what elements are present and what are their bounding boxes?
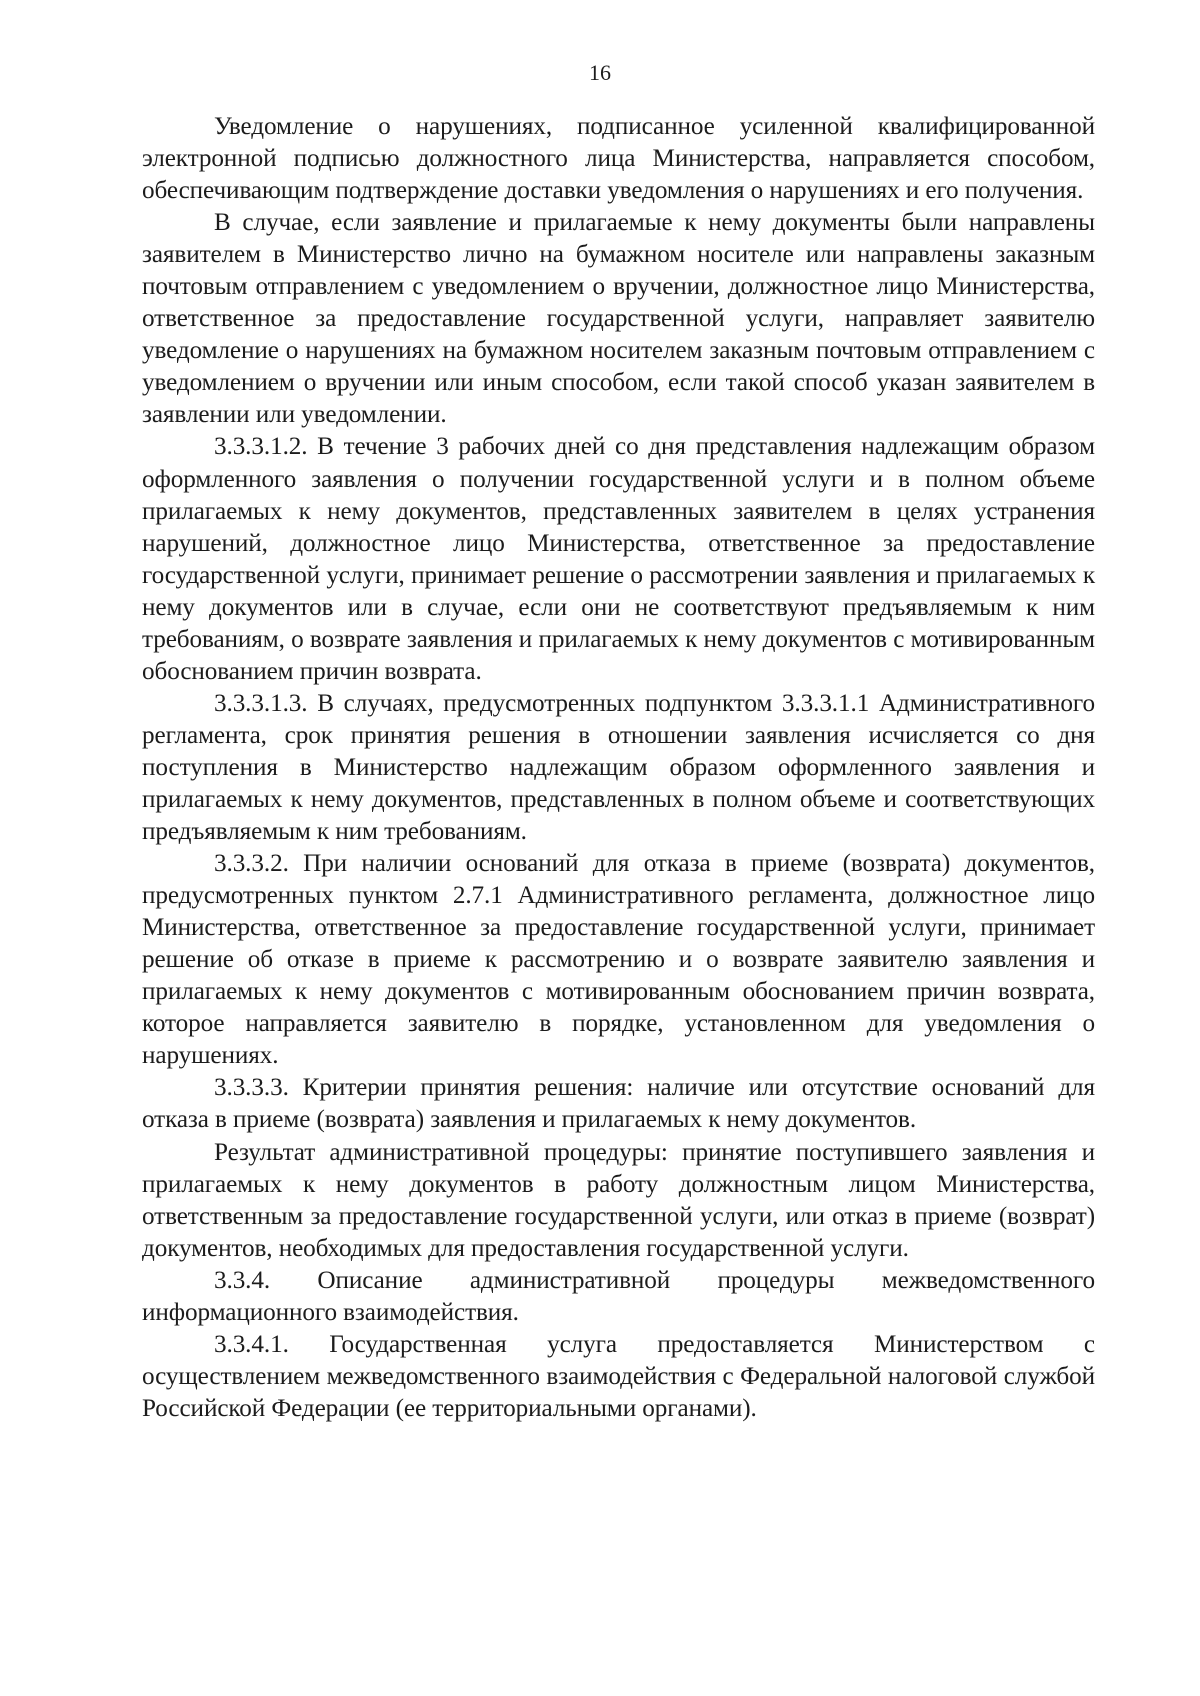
paragraph-3-3-3-1-2: 3.3.3.1.2. В течение 3 рабочих дней со дня представления надлежащим образом оформленного заявления о получении государственной услуги и в полном объеме прилагаемых к нему документов, представленных заявителем в целях устранения нарушений, должностное лицо Министерства, ответственное за предоставление государственной услуги, принимает решение о рассмотрении заявления и прилагаемых к нему документов или в случае, если они не соответствуют предъявляемым к ним требованиям, о возврате заявления и прилагаемых к нему документов с мотивированным обоснованием причин возврата. <box>142 433 1095 685</box>
paragraph-3-3-3-2: 3.3.3.2. При наличии оснований для отказа в приеме (возврата) документов, предусмотренных пунктом 2.7.1 Административного регламента, должностное лицо Министерства, ответственное за предоставление государственной услуги, принимает решение об отказе в приеме к рассмотрению и о возврате заявителю заявления и прилагаемых к нему документов с мотивированным обоснованием причин возврата, которое направляется заявителю в порядке, установленном для уведомления о нарушениях. <box>142 850 1095 1070</box>
paragraph-notice-signature: Уведомление о нарушениях, подписанное усиленной квалифицированной электронной подписью должностного лица Министерства, направляется способом, обеспечивающим подтверждение доставки уведомления о нарушениях и его получения. <box>142 113 1095 205</box>
paragraph-3-3-3-3: 3.3.3.3. Критерии принятия решения: наличие или отсутствие оснований для отказа в приеме (возврата) заявления и прилагаемых к нему документов. <box>142 1074 1095 1134</box>
paragraph-procedure-result: Результат административной процедуры: принятие поступившего заявления и прилагаемых к нему документов в работу должностным лицом Министерства, ответственным за предоставление государственной услуги, или отказ в приеме (возврат) документов, необходимых для предоставления государственной услуги. <box>142 1138 1095 1262</box>
paragraph-3-3-4-1: 3.3.4.1. Государственная услуга предоставляется Министерством с осуществлением межведомственного взаимодействия с Федеральной налоговой службой Российской Федерации (ее территориальными органами). <box>142 1330 1095 1422</box>
document-body <box>142 111 1095 1425</box>
page-number: 16 <box>589 60 611 85</box>
paragraph-3-3-4: 3.3.4. Описание административной процедуры межведомственного информационного взаимодействия. <box>142 1266 1095 1326</box>
paragraph-3-3-3-1-3: 3.3.3.1.3. В случаях, предусмотренных подпунктом 3.3.3.1.1 Административного регламента, срок принятия решения в отношении заявления исчисляется со дня поступления в Министерство надлежащим образом оформленного заявления и прилагаемых к нему документов, представленных в полном объеме и соответствующих предъявляемым к ним требованиям. <box>142 689 1095 846</box>
paragraph-paper-submission: В случае, если заявление и прилагаемые к нему документы были направлены заявителем в Министерство лично на бумажном носителе или направлены заказным почтовым отправлением с уведомлением о вручении, должностное лицо Министерства, ответственное за предоставление государственной услуги, направляет заявителю уведомление о нарушениях на бумажном носителем заказным почтовым отправлением с уведомлением о вручении или иным способом, если такой способ указан заявителем в заявлении или уведомлении. <box>142 209 1095 429</box>
